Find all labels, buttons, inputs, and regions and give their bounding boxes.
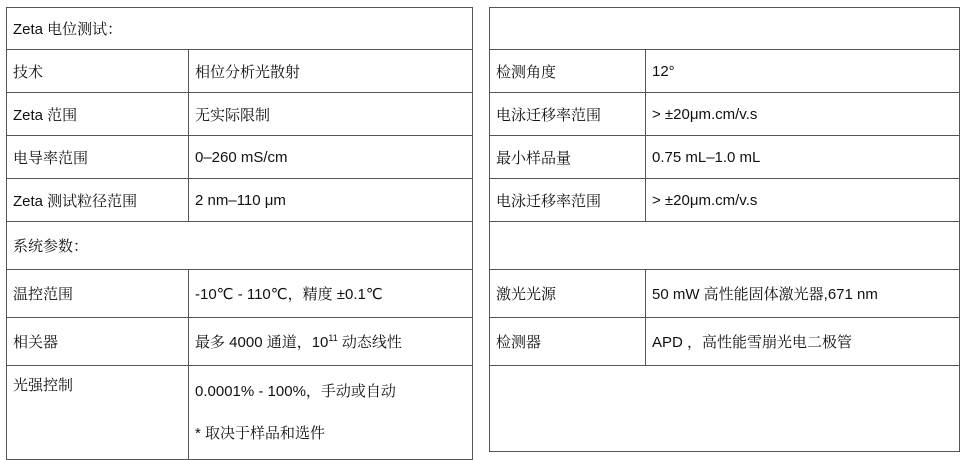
- table-row: [490, 270, 960, 318]
- spec-value: 0–260 mS/cm: [189, 136, 473, 179]
- table-row: [7, 8, 473, 50]
- table-row: [7, 179, 473, 222]
- blank-cell: [490, 8, 960, 50]
- spec-label: 检测器: [490, 318, 646, 366]
- left-spec-table: [6, 7, 473, 460]
- table-row: [490, 366, 960, 452]
- correlator-value-suffix: 动态线性: [337, 334, 402, 351]
- zeta-section-title: Zeta 电位测试：: [7, 8, 473, 50]
- system-section-title: 系统参数：: [7, 222, 473, 270]
- spec-label: Zeta 范围: [7, 93, 189, 136]
- spec-label: 电泳迁移率范围: [490, 179, 646, 222]
- table-row: [490, 222, 960, 270]
- table-row: [490, 136, 960, 179]
- table-row: [7, 136, 473, 179]
- spec-value: [189, 366, 473, 460]
- table-row: [7, 93, 473, 136]
- table-row: [7, 318, 473, 366]
- spec-label: 电泳迁移率范围: [490, 93, 646, 136]
- spec-value: 2 nm–110 μm: [189, 179, 473, 222]
- spec-label: 最小样品量: [490, 136, 646, 179]
- light-value-note: * 取决于样品和选件: [195, 424, 326, 442]
- spec-value: APD ，高性能雪崩光电二极管: [646, 318, 960, 366]
- spec-label: 相关器: [7, 318, 189, 366]
- table-row: [490, 50, 960, 93]
- table-row: [490, 8, 960, 50]
- spec-value: 相位分析光散射: [189, 50, 473, 93]
- spec-value: 0.75 mL–1.0 mL: [646, 136, 960, 179]
- spec-value: 无实际限制: [189, 93, 473, 136]
- table-row: [490, 93, 960, 136]
- spec-value: > ±20μm.cm/v.s: [646, 93, 960, 136]
- correlator-exponent: 11: [328, 333, 338, 343]
- blank-cell: [490, 366, 960, 452]
- table-row: [7, 366, 473, 460]
- right-spec-table: [489, 7, 960, 452]
- spec-label: Zeta 测试粒径范围: [7, 179, 189, 222]
- table-row: [7, 270, 473, 318]
- spec-label: 激光光源: [490, 270, 646, 318]
- blank-cell: [490, 222, 960, 270]
- spec-label: 技术: [7, 50, 189, 93]
- spec-value: [189, 318, 473, 366]
- table-row: [490, 318, 960, 366]
- spec-value: -10℃ - 110℃，精度 ±0.1℃: [189, 270, 473, 318]
- table-row: [7, 50, 473, 93]
- table-row: [490, 179, 960, 222]
- spec-label: 光强控制: [7, 366, 189, 460]
- table-row: [7, 222, 473, 270]
- spec-value: > ±20μm.cm/v.s: [646, 179, 960, 222]
- spec-label: 温控范围: [7, 270, 189, 318]
- light-value-line1: 0.0001% - 100%，手动或自动: [195, 382, 396, 400]
- spec-label: 电导率范围: [7, 136, 189, 179]
- spec-value: 50 mW 高性能固体激光器,671 nm: [646, 270, 960, 318]
- correlator-value-prefix: 最多 4000 通道，10: [195, 334, 329, 351]
- spec-value: 12°: [646, 50, 960, 93]
- spec-label: 检测角度: [490, 50, 646, 93]
